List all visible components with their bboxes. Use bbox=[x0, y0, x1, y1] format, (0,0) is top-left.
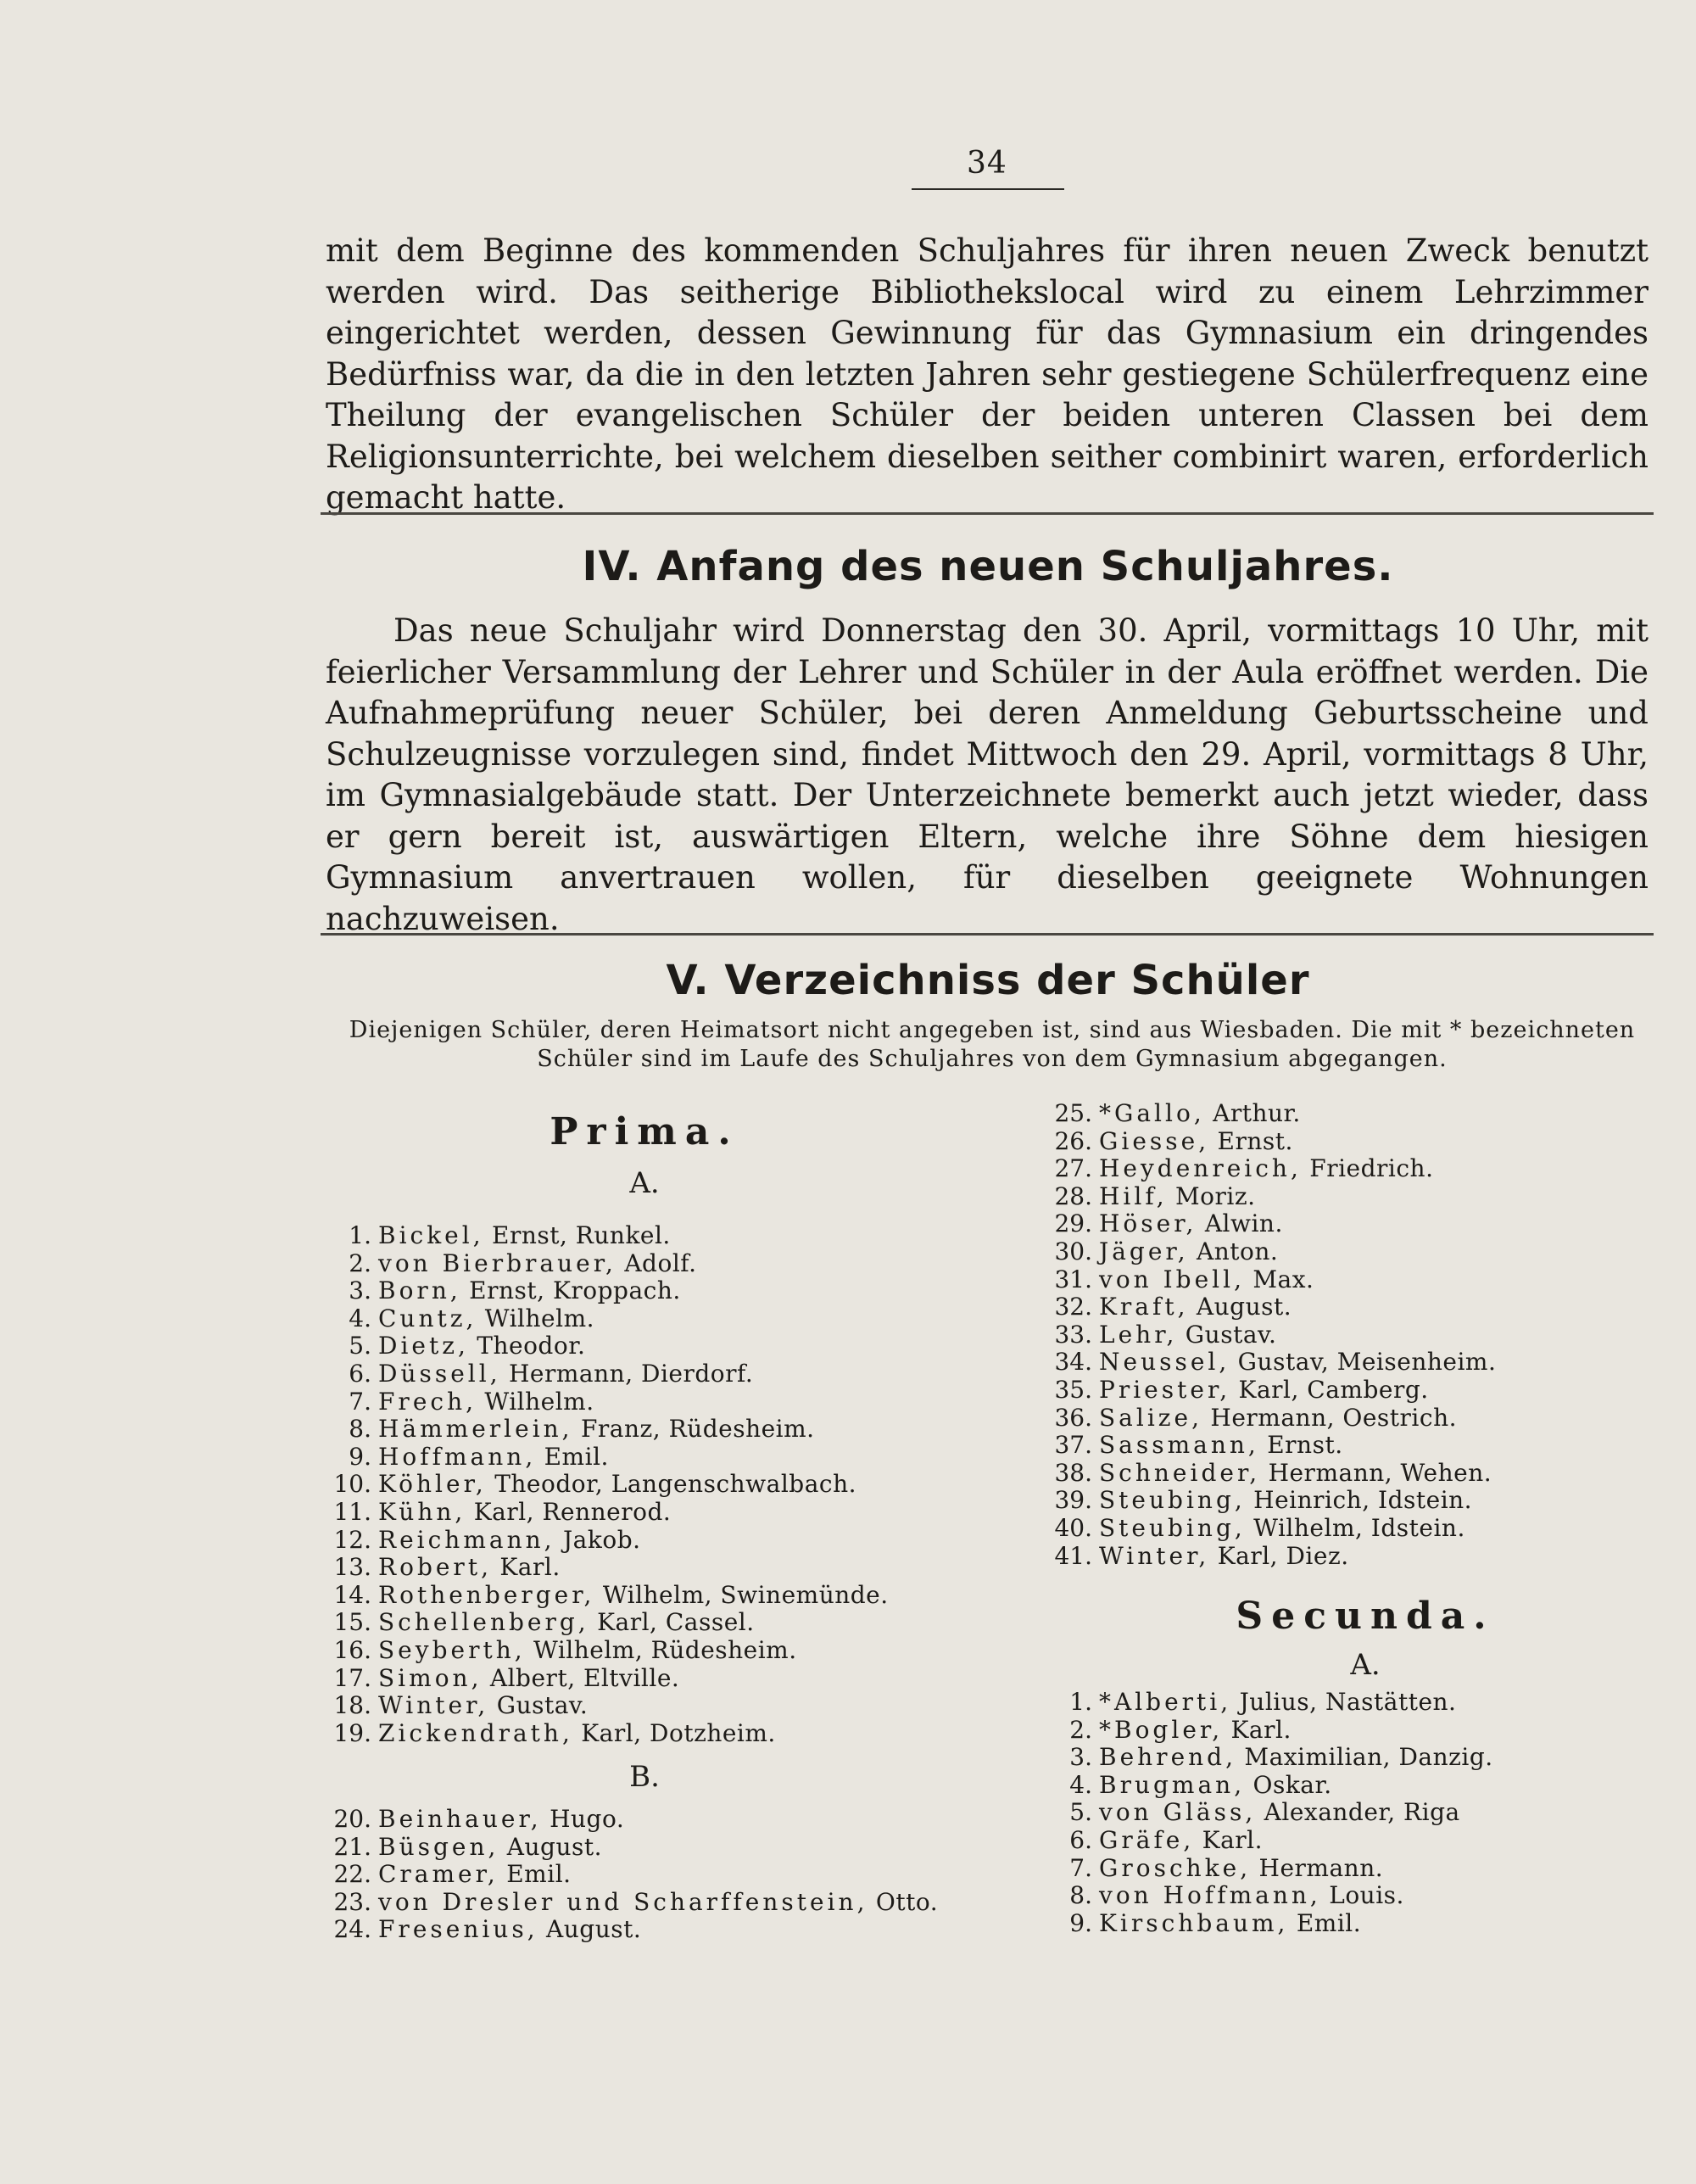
student-details: Wilhelm. bbox=[477, 1304, 595, 1332]
student-number: 41. bbox=[1054, 1541, 1092, 1570]
student-entry bbox=[1043, 1826, 1263, 1852]
student-number: 8. bbox=[349, 1415, 371, 1444]
section-4-text: Das neue Schuljahr wird Donnerstag den 30. April, vormittags 10 Uhr, mit feierlicher Versammlung der Lehrer und Schüler in der Aula eröffnet werden. Die Aufnahmeprüfung neuer Schüler, bei deren Anmeldung Geburtsscheine und Schulzeugnisse vorzulegen sind, findet Mittwoch den 29. April, vormittags 8 Uhr, im Gymnasialgebäude statt. Der Unterzeichnete bemerkt auch jetzt wieder, dass er gern bereit ist, auswärtigen Eltern, welche ihre Söhne dem hiesigen Gymnasium anvertrauen wollen, für dieselben geeignete Wohnungen nachzuweisen. bbox=[326, 612, 1649, 937]
student-entry bbox=[322, 1470, 857, 1499]
student-entry bbox=[1043, 1182, 1256, 1209]
student-number: 11. bbox=[333, 1498, 371, 1526]
student-number: 18. bbox=[333, 1691, 371, 1720]
student-surname: Giesse, bbox=[1099, 1126, 1210, 1155]
student-details: Hermann. bbox=[1251, 1853, 1384, 1882]
student-entry bbox=[322, 1443, 609, 1469]
student-surname: Steubing, bbox=[1099, 1486, 1246, 1515]
student-details: Arthur. bbox=[1204, 1099, 1301, 1127]
student-entry bbox=[322, 1915, 642, 1944]
student-surname: Neussel, bbox=[1099, 1348, 1230, 1377]
student-entry bbox=[1043, 1542, 1349, 1568]
student-number: 28. bbox=[1054, 1181, 1092, 1210]
student-details: Ernst. bbox=[1258, 1431, 1343, 1460]
student-details: Wilhelm, Rüdesheim. bbox=[525, 1636, 797, 1664]
student-number: 26. bbox=[1054, 1126, 1092, 1155]
student-details: Karl, Cassel. bbox=[589, 1608, 755, 1637]
student-surname: Cuntz, bbox=[378, 1304, 477, 1332]
page-number: 34 bbox=[967, 146, 1007, 181]
student-entry bbox=[1043, 1688, 1456, 1714]
section-divider bbox=[321, 933, 1654, 936]
student-details: Ernst, Kroppach. bbox=[460, 1276, 681, 1305]
student-entry bbox=[322, 1833, 602, 1859]
class-title-prima: Prima. bbox=[550, 1110, 739, 1153]
student-details: Ernst, Runkel. bbox=[483, 1221, 671, 1249]
student-details: Karl, Dotzheim. bbox=[572, 1718, 776, 1747]
student-details: Karl, Rennerod. bbox=[466, 1498, 672, 1526]
student-entry bbox=[1043, 1376, 1429, 1402]
student-details: Ernst. bbox=[1209, 1126, 1293, 1155]
student-entry bbox=[322, 1221, 671, 1248]
student-entry bbox=[1043, 1459, 1492, 1485]
student-entry bbox=[1043, 1127, 1293, 1153]
student-number: 25. bbox=[1054, 1099, 1092, 1127]
student-surname: Zickendrath, bbox=[378, 1718, 573, 1747]
student-entry bbox=[1043, 1854, 1383, 1880]
student-details: Louis. bbox=[1320, 1881, 1404, 1910]
section-5-heading: V. Verzeichniss der Schüler bbox=[666, 957, 1310, 1004]
student-number: 4. bbox=[1069, 1770, 1092, 1799]
student-number: 13. bbox=[333, 1553, 371, 1582]
student-surname: Schneider, bbox=[1099, 1458, 1261, 1487]
student-details: Karl. bbox=[491, 1553, 561, 1582]
student-surname: Kühn, bbox=[378, 1498, 466, 1526]
student-surname: Hämmerlein, bbox=[378, 1415, 573, 1444]
student-entry bbox=[322, 1276, 681, 1303]
student-number: 23. bbox=[333, 1887, 371, 1916]
student-surname: Lehr, bbox=[1099, 1320, 1178, 1349]
student-surname: Reichmann, bbox=[378, 1525, 555, 1554]
student-details: Alwin. bbox=[1197, 1209, 1283, 1238]
student-surname: von Ibell, bbox=[1099, 1265, 1245, 1293]
student-entry bbox=[322, 1636, 797, 1662]
student-entry bbox=[322, 1719, 776, 1746]
student-number: 30. bbox=[1054, 1237, 1092, 1265]
student-number: 5. bbox=[1069, 1798, 1092, 1827]
student-surname: Schellenberg, bbox=[378, 1608, 589, 1637]
student-surname: von Dresler und Scharffenstein, bbox=[378, 1887, 868, 1916]
student-number: 16. bbox=[333, 1636, 371, 1664]
student-surname: von Gläss, bbox=[1099, 1798, 1257, 1827]
student-number: 31. bbox=[1054, 1265, 1092, 1293]
student-entry bbox=[322, 1691, 588, 1718]
student-surname: Beinhauer, bbox=[378, 1805, 542, 1833]
student-details: Emil. bbox=[1288, 1908, 1362, 1937]
student-number: 39. bbox=[1054, 1486, 1092, 1515]
student-entry bbox=[1043, 1099, 1301, 1126]
student-details: Alexander, Riga bbox=[1256, 1798, 1460, 1827]
student-number: 12. bbox=[333, 1525, 371, 1554]
student-entry bbox=[1043, 1798, 1460, 1827]
student-number: 22. bbox=[333, 1860, 371, 1889]
student-entry bbox=[1043, 1154, 1433, 1181]
student-surname: Rothenberger, bbox=[378, 1580, 595, 1609]
student-surname: Winter, bbox=[1099, 1541, 1210, 1570]
student-entry bbox=[1043, 1486, 1473, 1515]
student-number: 21. bbox=[333, 1832, 371, 1861]
student-details: Hermann, Wehen. bbox=[1260, 1458, 1492, 1487]
group-label-prima-a: A. bbox=[629, 1166, 660, 1200]
group-label-prima-b: B. bbox=[629, 1760, 660, 1794]
student-surname: Sassmann, bbox=[1099, 1431, 1259, 1460]
student-entry bbox=[1043, 1716, 1292, 1742]
student-details: Emil. bbox=[536, 1442, 609, 1471]
student-entry bbox=[322, 1608, 755, 1637]
student-surname: *Bogler, bbox=[1099, 1715, 1224, 1744]
student-surname: von Bierbrauer, bbox=[378, 1248, 616, 1277]
student-entry bbox=[1043, 1321, 1276, 1347]
student-details: Gustav. bbox=[488, 1691, 589, 1720]
section-5-note-line-2: Schüler sind im Laufe des Schuljahres von dem Gymnasium abgegangen. bbox=[537, 1046, 1448, 1072]
student-number: 1. bbox=[1069, 1688, 1092, 1716]
student-details: Wilhelm. bbox=[477, 1387, 594, 1416]
student-entry bbox=[322, 1304, 594, 1331]
student-number: 2. bbox=[1069, 1715, 1092, 1744]
student-details: Adolf. bbox=[616, 1248, 697, 1277]
page-number-rule bbox=[912, 188, 1064, 190]
student-entry bbox=[322, 1332, 585, 1358]
student-surname: Behrend, bbox=[1099, 1743, 1236, 1772]
student-entry bbox=[322, 1664, 679, 1690]
student-number: 3. bbox=[1069, 1743, 1092, 1772]
student-number: 32. bbox=[1054, 1293, 1092, 1321]
student-number: 15. bbox=[333, 1608, 371, 1637]
student-surname: Jäger, bbox=[1099, 1237, 1189, 1265]
student-details: Hugo. bbox=[541, 1805, 625, 1833]
student-entry bbox=[1043, 1909, 1361, 1935]
student-entry bbox=[322, 1860, 572, 1889]
student-surname: Seyberth, bbox=[378, 1636, 526, 1664]
student-surname: Frech, bbox=[378, 1387, 477, 1416]
student-surname: Kirschbaum, bbox=[1099, 1908, 1289, 1937]
student-surname: Hoffmann, bbox=[378, 1442, 537, 1471]
student-details: Wilhelm, Swinemünde. bbox=[594, 1580, 889, 1609]
student-entry bbox=[1043, 1404, 1457, 1430]
student-surname: Köhler, bbox=[378, 1470, 487, 1499]
student-number: 8. bbox=[1069, 1881, 1092, 1910]
student-details: August. bbox=[499, 1832, 603, 1861]
student-details: Karl. bbox=[1194, 1826, 1264, 1854]
student-details: Karl, Camberg. bbox=[1230, 1376, 1429, 1404]
student-number: 29. bbox=[1054, 1209, 1092, 1238]
section-divider bbox=[321, 512, 1654, 515]
student-entry bbox=[322, 1526, 641, 1552]
student-surname: von Hoffmann, bbox=[1099, 1881, 1321, 1910]
student-number: 9. bbox=[1069, 1908, 1092, 1937]
student-surname: Steubing, bbox=[1099, 1514, 1246, 1542]
student-number: 20. bbox=[333, 1805, 371, 1833]
student-surname: Büsgen, bbox=[378, 1832, 499, 1861]
student-number: 14. bbox=[333, 1580, 371, 1609]
student-entry bbox=[322, 1581, 889, 1607]
student-details: Hermann, Oestrich. bbox=[1202, 1403, 1458, 1432]
student-surname: Höser, bbox=[1099, 1209, 1197, 1238]
student-surname: Kraft, bbox=[1099, 1293, 1189, 1321]
class-title-secunda: Secunda. bbox=[1236, 1595, 1495, 1638]
student-number: 27. bbox=[1054, 1154, 1092, 1183]
student-details: Maximilian, Danzig. bbox=[1236, 1743, 1493, 1772]
student-entry bbox=[322, 1388, 594, 1414]
student-details: Theodor. bbox=[468, 1332, 586, 1360]
student-number: 38. bbox=[1054, 1458, 1092, 1487]
section-4-heading: IV. Anfang des neuen Schuljahres. bbox=[582, 543, 1394, 590]
student-number: 7. bbox=[1069, 1853, 1092, 1882]
student-number: 2. bbox=[349, 1248, 371, 1277]
student-number: 36. bbox=[1054, 1403, 1092, 1432]
section-4-body bbox=[326, 611, 1649, 940]
student-number: 5. bbox=[349, 1332, 371, 1360]
student-surname: Winter, bbox=[378, 1691, 489, 1720]
student-entry bbox=[322, 1415, 815, 1444]
student-surname: Bickel, bbox=[378, 1221, 484, 1249]
student-number: 10. bbox=[333, 1470, 371, 1499]
student-details: Julius, Nastätten. bbox=[1231, 1688, 1457, 1716]
student-details: August. bbox=[1188, 1293, 1292, 1321]
student-details: Jakob. bbox=[555, 1525, 641, 1554]
student-details: Hermann, Dierdorf. bbox=[500, 1360, 754, 1388]
student-surname: Simon, bbox=[378, 1663, 483, 1692]
student-surname: Brugman, bbox=[1099, 1770, 1246, 1799]
student-surname: Salize, bbox=[1099, 1403, 1203, 1432]
student-details: Theodor, Langenschwalbach. bbox=[486, 1470, 857, 1499]
student-entry bbox=[1043, 1743, 1493, 1772]
student-entry bbox=[1043, 1348, 1497, 1377]
student-details: August. bbox=[538, 1915, 642, 1944]
student-surname: Hilf, bbox=[1099, 1181, 1168, 1210]
student-entry bbox=[1043, 1514, 1465, 1540]
student-entry bbox=[322, 1360, 753, 1386]
student-number: 9. bbox=[349, 1442, 371, 1471]
student-number: 24. bbox=[333, 1915, 371, 1944]
student-number: 35. bbox=[1054, 1376, 1092, 1404]
student-details: Gustav, Meisenheim. bbox=[1230, 1348, 1497, 1377]
student-number: 33. bbox=[1054, 1320, 1092, 1349]
student-number: 3. bbox=[349, 1276, 371, 1305]
student-surname: *Alberti, bbox=[1099, 1688, 1232, 1716]
group-label-secunda-a: A. bbox=[1350, 1648, 1381, 1682]
student-details: Franz, Rüdesheim. bbox=[572, 1415, 815, 1444]
student-number: 17. bbox=[333, 1663, 371, 1692]
student-entry bbox=[322, 1249, 697, 1276]
student-entry bbox=[322, 1498, 671, 1524]
student-number: 1. bbox=[349, 1221, 371, 1249]
student-number: 6. bbox=[1069, 1826, 1092, 1854]
student-entry bbox=[1043, 1431, 1343, 1460]
student-entry bbox=[322, 1888, 938, 1914]
student-details: Emil. bbox=[498, 1860, 572, 1889]
student-number: 4. bbox=[349, 1304, 371, 1332]
student-surname: Born, bbox=[378, 1276, 461, 1305]
student-surname: Robert, bbox=[378, 1553, 492, 1582]
student-surname: Priester, bbox=[1099, 1376, 1231, 1404]
student-entry bbox=[322, 1805, 624, 1831]
student-details: Albert, Eltville. bbox=[482, 1663, 680, 1692]
student-details: Otto. bbox=[868, 1887, 939, 1916]
student-details: Gustav. bbox=[1177, 1320, 1277, 1349]
student-details: Max. bbox=[1244, 1265, 1314, 1293]
student-number: 7. bbox=[349, 1387, 371, 1416]
student-entry bbox=[1043, 1881, 1404, 1908]
student-number: 37. bbox=[1054, 1431, 1092, 1460]
student-number: 6. bbox=[349, 1360, 371, 1388]
section-5-note-line-1: Diejenigen Schüler, deren Heimatsort nicht angegeben ist, sind aus Wiesbaden. Die mit * bezeichneten bbox=[349, 1017, 1636, 1043]
student-details: Wilhelm, Idstein. bbox=[1245, 1514, 1465, 1542]
student-entry bbox=[322, 1553, 561, 1582]
student-surname: Heydenreich, bbox=[1099, 1154, 1302, 1183]
student-number: 40. bbox=[1054, 1514, 1092, 1542]
paragraph-intro-text: mit dem Beginne des kommenden Schuljahres für ihren neuen Zweck benutzt werden wird. Das seitherige Bibliothekslocal wird zu einem Lehrzimmer eingerichtet werden, dessen Gewinnung für das Gymnasium ein dringendes Bedürfniss war, da die in den letzten Jahren sehr gestiegene Schülerfrequenz eine Theilung der evangelischen Schüler der beiden unteren Classen bei dem Religionsunterrichte, bei welchem dieselben seither combinirt waren, erforderlich gemacht hatte. bbox=[326, 232, 1649, 516]
student-number: 34. bbox=[1054, 1348, 1092, 1377]
student-surname: Dietz, bbox=[378, 1332, 469, 1360]
student-surname: Gräfe, bbox=[1099, 1826, 1195, 1854]
student-details: Friedrich. bbox=[1301, 1154, 1434, 1183]
student-details: Karl. bbox=[1223, 1715, 1292, 1744]
student-entry bbox=[1043, 1771, 1332, 1797]
student-entry bbox=[1043, 1237, 1278, 1264]
student-entry bbox=[1043, 1265, 1314, 1292]
student-details: Karl, Diez. bbox=[1209, 1541, 1349, 1570]
student-surname: *Gallo, bbox=[1099, 1099, 1205, 1127]
student-entry bbox=[1043, 1293, 1292, 1319]
student-surname: Groschke, bbox=[1099, 1853, 1252, 1882]
student-details: Heinrich, Idstein. bbox=[1245, 1486, 1473, 1515]
student-entry bbox=[1043, 1209, 1283, 1236]
paragraph-intro bbox=[326, 231, 1649, 519]
student-details: Moriz. bbox=[1167, 1181, 1256, 1210]
student-surname: Düssell, bbox=[378, 1360, 501, 1388]
student-surname: Fresenius, bbox=[378, 1915, 538, 1944]
student-details: Oskar. bbox=[1245, 1770, 1332, 1799]
student-number: 19. bbox=[333, 1718, 371, 1747]
student-surname: Cramer, bbox=[378, 1860, 499, 1889]
student-details: Anton. bbox=[1188, 1237, 1279, 1265]
